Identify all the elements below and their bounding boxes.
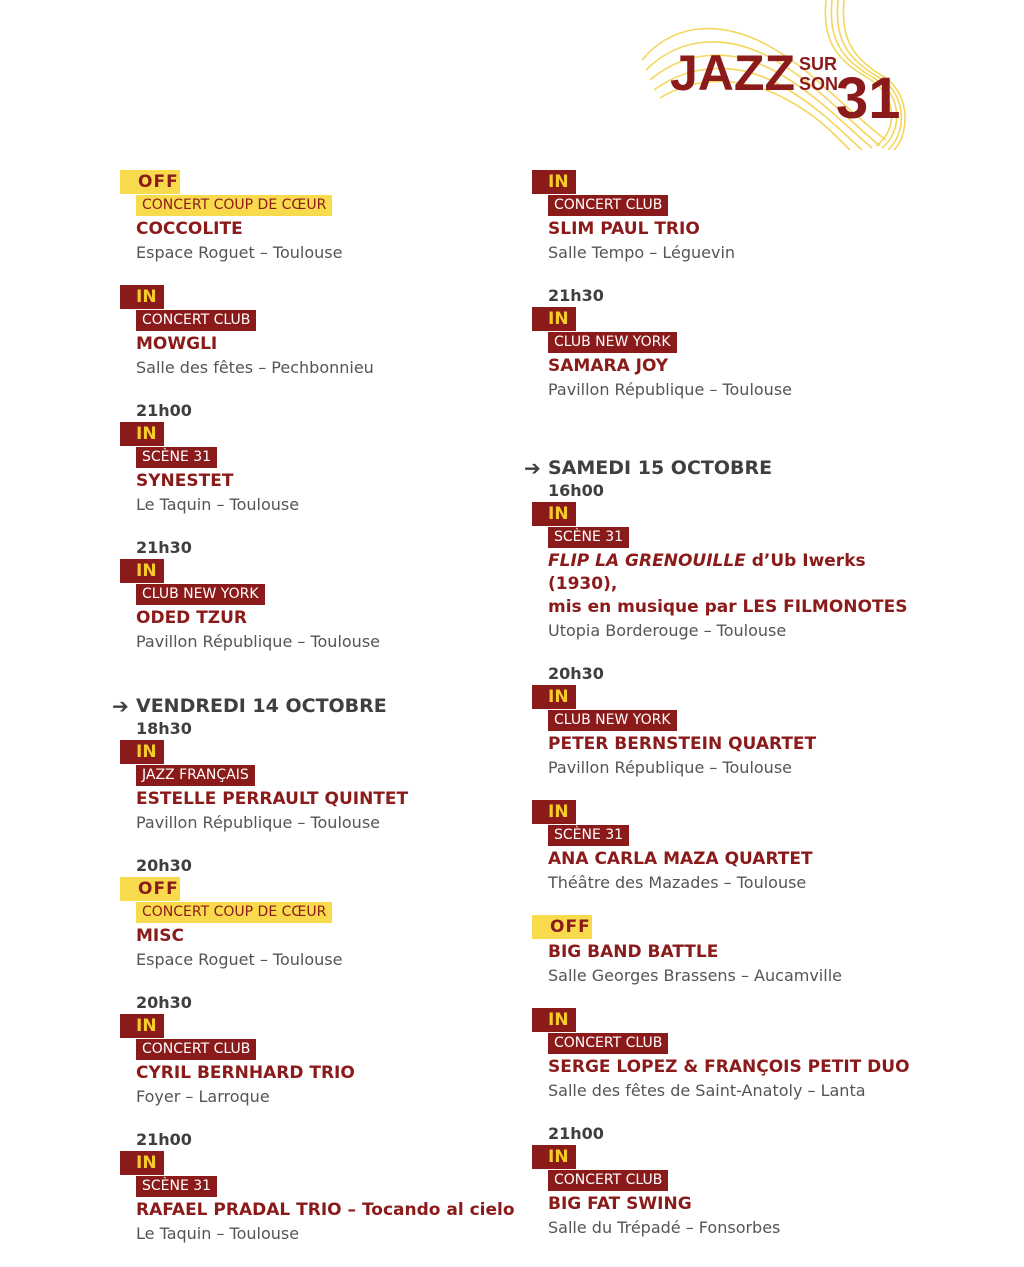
in-tag: IN [120, 422, 164, 446]
film-credit: d’Ub Iwerks (1930), [548, 551, 866, 594]
artist-name: MISC [136, 926, 184, 946]
event-time: 20h30 [136, 856, 192, 875]
event-entry [120, 170, 520, 264]
venue: Salle des fêtes – Pechbonnieu [136, 358, 374, 377]
event-entry [532, 1008, 932, 1102]
in-tag: IN [120, 1014, 164, 1038]
event-time: 16h00 [548, 481, 604, 500]
event-time: 20h30 [548, 664, 604, 683]
category-label: JAZZ FRANÇAIS [136, 765, 255, 786]
venue: Salle Georges Brassens – Aucamville [548, 966, 842, 985]
artist-name: ANA CARLA MAZA QUARTET [548, 849, 813, 869]
in-tag: IN [120, 1151, 164, 1175]
festival-logo [636, 0, 906, 150]
event-entry [120, 855, 520, 971]
day-heading [112, 694, 496, 718]
arrow-right-icon: ➔ [524, 456, 541, 480]
event-entry [120, 400, 520, 516]
in-tag: IN [120, 740, 164, 764]
artist-name: SLIM PAUL TRIO [548, 219, 700, 239]
category-label: CLUB NEW YORK [548, 332, 677, 353]
category-label: SCÈNE 31 [136, 1176, 217, 1197]
event-entry [120, 992, 520, 1108]
venue: Espace Roguet – Toulouse [136, 243, 343, 262]
in-tag: IN [532, 800, 576, 824]
film-title: FLIP LA GRENOUILLE [548, 551, 746, 571]
artist-name: BIG BAND BATTLE [548, 942, 719, 962]
artist-name [548, 550, 932, 596]
artist-name: MOWGLI [136, 334, 218, 354]
event-time: 21h00 [548, 1124, 604, 1143]
artist-name: SAMARA JOY [548, 356, 669, 376]
day-label: VENDREDI 14 OCTOBRE [136, 695, 387, 717]
category-label: CONCERT CLUB [548, 195, 668, 216]
venue: Théâtre des Mazades – Toulouse [548, 873, 807, 892]
in-tag: IN [532, 170, 576, 194]
category-label: CONCERT CLUB [136, 1039, 256, 1060]
venue: Pavillon République – Toulouse [136, 632, 380, 651]
artist-name: SYNESTET [136, 471, 234, 491]
in-tag: IN [532, 1145, 576, 1169]
artist-name: ESTELLE PERRAULT QUINTET [136, 789, 409, 809]
event-entry [532, 915, 932, 987]
venue: Espace Roguet – Toulouse [136, 950, 343, 969]
venue: Pavillon République – Toulouse [548, 758, 792, 777]
event-time: 20h30 [136, 993, 192, 1012]
in-tag: IN [120, 285, 164, 309]
category-label: CLUB NEW YORK [548, 710, 677, 731]
logo-son-text: SON [799, 74, 839, 94]
category-label: SCÈNE 31 [548, 825, 629, 846]
event-time: 21h30 [136, 538, 192, 557]
event-entry [532, 170, 932, 264]
category-label: CLUB NEW YORK [136, 584, 265, 605]
event-entry [532, 1123, 932, 1239]
event-entry [532, 285, 932, 401]
category-label: SCÈNE 31 [136, 447, 217, 468]
category-label: CONCERT COUP DE CŒUR [136, 902, 332, 923]
arrow-right-icon: ➔ [112, 694, 129, 718]
in-tag: IN [532, 685, 576, 709]
category-label: CONCERT CLUB [136, 310, 256, 331]
category-label: CONCERT CLUB [548, 1170, 668, 1191]
right-column [524, 168, 932, 1260]
event-time: 18h30 [136, 719, 192, 738]
artist-name: RAFAEL PRADAL TRIO – Tocando al cielo [136, 1200, 515, 1220]
off-tag: OFF [120, 170, 180, 194]
day-label: SAMEDI 15 OCTOBRE [548, 457, 773, 479]
venue: Le Taquin – Toulouse [136, 1224, 300, 1243]
event-entry [120, 537, 520, 653]
in-tag: IN [120, 559, 164, 583]
logo-jazz-text: JAZZ [670, 45, 795, 101]
event-time: 21h00 [136, 401, 192, 420]
event-entry [524, 456, 932, 642]
category-label: CONCERT CLUB [548, 1033, 668, 1054]
in-tag: IN [532, 307, 576, 331]
left-column [112, 168, 520, 1266]
event-entry [112, 694, 520, 834]
day-heading [524, 456, 908, 480]
category-label: SCÈNE 31 [548, 527, 629, 548]
venue: Salle du Trépadé – Fonsorbes [548, 1218, 781, 1237]
in-tag: IN [532, 1008, 576, 1032]
artist-name: SERGE LOPEZ & FRANÇOIS PETIT DUO [548, 1057, 910, 1077]
artist-name: CYRIL BERNHARD TRIO [136, 1063, 355, 1083]
venue: Le Taquin – Toulouse [136, 495, 300, 514]
in-tag: IN [532, 502, 576, 526]
event-time: 21h30 [548, 286, 604, 305]
off-tag: OFF [532, 915, 592, 939]
artist-name: COCCOLITE [136, 219, 243, 239]
venue: Pavillon République – Toulouse [548, 380, 792, 399]
logo-sur-text: SUR [799, 54, 838, 74]
artist-line2: mis en musique par LES FILMONOTES [548, 597, 908, 617]
venue: Utopia Borderouge – Toulouse [548, 621, 787, 640]
event-time: 21h00 [136, 1130, 192, 1149]
venue: Foyer – Larroque [136, 1087, 270, 1106]
artist-name: BIG FAT SWING [548, 1194, 692, 1214]
event-entry [120, 1129, 520, 1245]
off-tag: OFF [120, 877, 180, 901]
venue: Pavillon République – Toulouse [136, 813, 380, 832]
event-entry [532, 800, 932, 894]
event-entry [532, 663, 932, 779]
venue: Salle Tempo – Léguevin [548, 243, 736, 262]
artist-name: ODED TZUR [136, 608, 248, 628]
event-entry [120, 285, 520, 379]
artist-name: PETER BERNSTEIN QUARTET [548, 734, 817, 754]
category-label: CONCERT COUP DE CŒUR [136, 195, 332, 216]
logo-number-text: 31 [836, 66, 901, 131]
venue: Salle des fêtes de Saint-Anatoly – Lanta [548, 1081, 866, 1100]
